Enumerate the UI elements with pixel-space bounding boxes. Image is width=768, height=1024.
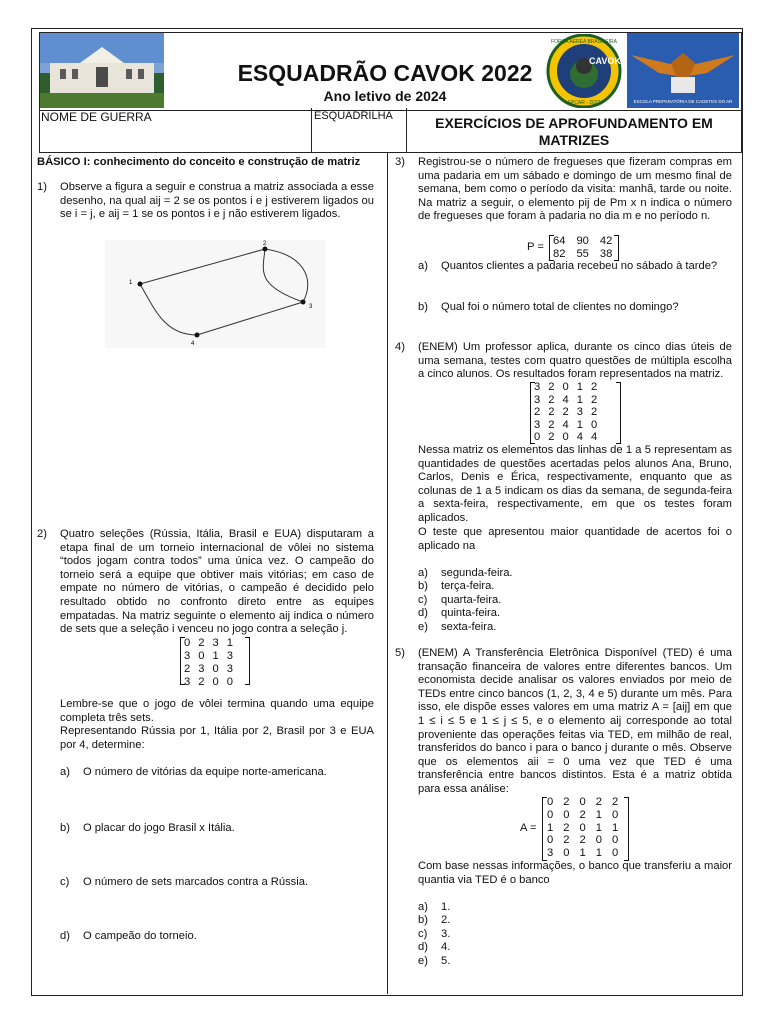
point-label-1: 1 bbox=[129, 280, 133, 286]
q2-text: Quatro seleções (Rússia, Itália, Brasil e EUA) disputaram a etapa final de um torneio internacional de vôlei no sistema “todos jogam contra todos” uma única vez. O campeão do torneio será a equipe que obtiver mais vitórias; em caso de empate no número de vitórias, o campeão é decidido pelo resultado obtido no confronto direto entre as equipes empatadas. Na matriz seguinte o elemento aij indica o número de sets que a seleção i venceu no jogo contra a seleção j. bbox=[60, 528, 374, 636]
bracket-right bbox=[245, 637, 250, 685]
building-photo bbox=[40, 33, 164, 108]
q1-text: Observe a figura a seguir e construa a matriz associada a esse desenho, na qual aij = 2 se os pontos i e j estiverem ligados ou se i = j, e aij = 1 se os pontos i e j não estiverem ligados. bbox=[60, 181, 374, 221]
q2-after2: Representando Rússia por 1, Itália por 2, Brasil por 3 e EUA por 4, determine: bbox=[60, 725, 374, 751]
q4-number: 4) bbox=[395, 341, 405, 353]
q4-option-d-key: d) bbox=[418, 607, 428, 619]
q5-option-b: 2. bbox=[441, 914, 451, 926]
q5-option-b-key: b) bbox=[418, 914, 428, 926]
q2-option-a: O número de vitórias da equipe norte-americana. bbox=[83, 766, 327, 778]
page-title: ESQUADRÃO CAVOK 2022 bbox=[237, 60, 533, 86]
bracket-right bbox=[614, 235, 619, 261]
point-label-3: 3 bbox=[309, 304, 313, 310]
divider bbox=[311, 108, 312, 153]
q3-matrix: 64 90 42 82 55 38 bbox=[553, 235, 613, 260]
q5-text: (ENEM) A Transferência Eletrônica Disponível (TED) é uma transação financeira de valores entre diferentes bancos. Um economista decide analisar os valores enviados por meio de TEDs entre cinco bancos (1, 2, 3, 4 e 5) durante um mês. Para isso, ele dispõe esses valores em uma matriz A = [aij] em que 1 ≤ i ≤ 5 e 1 ≤ j ≤ 5, e o elemento aij corresponde ao total proveniente das operações feitas via TED, em milhão de real, transferidos do banco i para o banco j durante o mês. Observe que os elementos aii = 0 uma vez que TED é uma transferência entre bancos distintos. Esta é a matriz obtida para essa análise: bbox=[418, 647, 732, 795]
academy-emblem bbox=[627, 33, 739, 108]
q2-option-c-key: c) bbox=[60, 876, 70, 888]
bracket-right bbox=[616, 382, 621, 444]
page-subtitle: Ano letivo de 2024 bbox=[323, 88, 447, 104]
q5-matrix-prefix: A = bbox=[520, 822, 537, 834]
point-3 bbox=[301, 300, 306, 305]
q2-option-d-key: d) bbox=[60, 930, 70, 942]
divider bbox=[406, 108, 407, 153]
q4-after: Nessa matriz os elementos das linhas de 1 a 5 representam as quantidades de questões acertadas pelos alunos Ana, Bruno, Carlos, Denis e Érica, respectivamente, enquanto que as colunas de 1 a 5 indicam os dias da semana, de segunda-feira a sexta-feira, respectivamente, em que os testes foram aplicados. bbox=[418, 444, 732, 524]
q5-option-c: 3. bbox=[441, 928, 451, 940]
point-2 bbox=[263, 247, 268, 252]
bracket-right bbox=[624, 797, 629, 861]
q4-option-e-key: e) bbox=[418, 621, 428, 633]
q5-option-d-key: d) bbox=[418, 941, 428, 953]
q1-number: 1) bbox=[37, 181, 47, 193]
q3-option-b-key: b) bbox=[418, 301, 428, 313]
q4-option-e: sexta-feira. bbox=[441, 621, 497, 633]
point-label-2: 2 bbox=[263, 241, 267, 247]
q3-option-b: Qual foi o número total de clientes no domingo? bbox=[441, 301, 679, 313]
q5-number: 5) bbox=[395, 647, 405, 659]
section-title: EXERCÍCIOS DE APROFUNDAMENTO EM MATRIZES bbox=[435, 115, 713, 148]
q3-text: Registrou-se o número de fregueses que fizeram compras em uma padaria em um sábado e domingo de um mesmo final de semana, bem como o período da visita: manhã, tarde ou noite. Na matriz a seguir, o elemento pij de Pm x n indica o número de fregueses que foram à padaria no dia m e no período n. bbox=[418, 156, 732, 223]
q5-option-a-key: a) bbox=[418, 901, 428, 913]
q5-option-c-key: c) bbox=[418, 928, 428, 940]
q4-text: (ENEM) Um professor aplica, durante os cinco dias úteis de uma semana, testes com quatro questões de múltipla escolha a cinco alunos. Os resultados foram representados na matriz. bbox=[418, 341, 732, 381]
name-label: NOME DE GUERRA bbox=[41, 110, 152, 124]
q4-option-c: quarta-feira. bbox=[441, 594, 502, 606]
q3-matrix-prefix: P = bbox=[527, 241, 544, 253]
q2-option-c: O número de sets marcados contra a Rússia. bbox=[83, 876, 309, 888]
q5-matrix: 0 2 0 2 2 0 0 2 1 0 1 2 0 1 1 0 2 2 0 0 3 0 1 1 0 bbox=[547, 796, 619, 860]
badge-bottom-text: EPCAR - 2022 bbox=[567, 100, 601, 106]
q4-option-c-key: c) bbox=[418, 594, 428, 606]
badge-center-text: CAVOK bbox=[589, 56, 621, 66]
q4-option-b: terça-feira. bbox=[441, 580, 495, 592]
q2-after1: Lembre-se que o jogo de vôlei termina quando uma equipe completa três sets. bbox=[60, 698, 374, 724]
squad-label: ESQUADRILHA bbox=[314, 110, 393, 122]
point-label-4: 4 bbox=[191, 341, 195, 347]
q2-option-b: O placar do jogo Brasil x Itália. bbox=[83, 822, 235, 834]
section-basic: BÁSICO I: conhecimento do conceito e construção de matriz bbox=[37, 156, 361, 168]
q5-option-e: 5. bbox=[441, 955, 451, 967]
q5-option-d: 4. bbox=[441, 941, 451, 953]
q4-option-d: quinta-feira. bbox=[441, 607, 501, 619]
q3-number: 3) bbox=[395, 156, 405, 168]
q5-option-e-key: e) bbox=[418, 955, 428, 967]
q2-option-d: O campeão do torneio. bbox=[83, 930, 197, 942]
q5-question: Com base nessas informações, o banco que transferiu a maior quantia via TED é o banco bbox=[418, 860, 732, 886]
q4-matrix: 3 2 0 1 2 3 2 4 1 2 2 2 2 3 2 3 2 4 1 0 0 2 0 4 4 bbox=[534, 381, 598, 444]
q4-option-a: segunda-feira. bbox=[441, 567, 513, 579]
column-divider bbox=[387, 152, 388, 994]
q2-matrix: 0 2 3 1 3 0 1 3 2 3 0 3 3 2 0 0 bbox=[184, 637, 233, 688]
emblem-text: ESCOLA PREPARATÓRIA DE CADETES DO AR bbox=[633, 99, 733, 104]
q4-option-b-key: b) bbox=[418, 580, 428, 592]
point-1 bbox=[138, 282, 143, 287]
point-4 bbox=[195, 333, 200, 338]
q2-option-a-key: a) bbox=[60, 766, 70, 778]
q5-option-a: 1. bbox=[441, 901, 451, 913]
q4-question: O teste que apresentou maior quantidade de acertos foi o aplicado na bbox=[418, 526, 732, 552]
q3-option-a: Quantos clientes a padaria recebeu no sábado à tarde? bbox=[441, 260, 718, 272]
q2-number: 2) bbox=[37, 528, 47, 540]
q2-option-b-key: b) bbox=[60, 822, 70, 834]
q3-option-a-key: a) bbox=[418, 260, 428, 272]
q4-option-a-key: a) bbox=[418, 567, 428, 579]
badge-top-text: FORÇA AÉREA BRASILEIRA bbox=[551, 39, 617, 45]
q1-figure bbox=[105, 240, 325, 348]
